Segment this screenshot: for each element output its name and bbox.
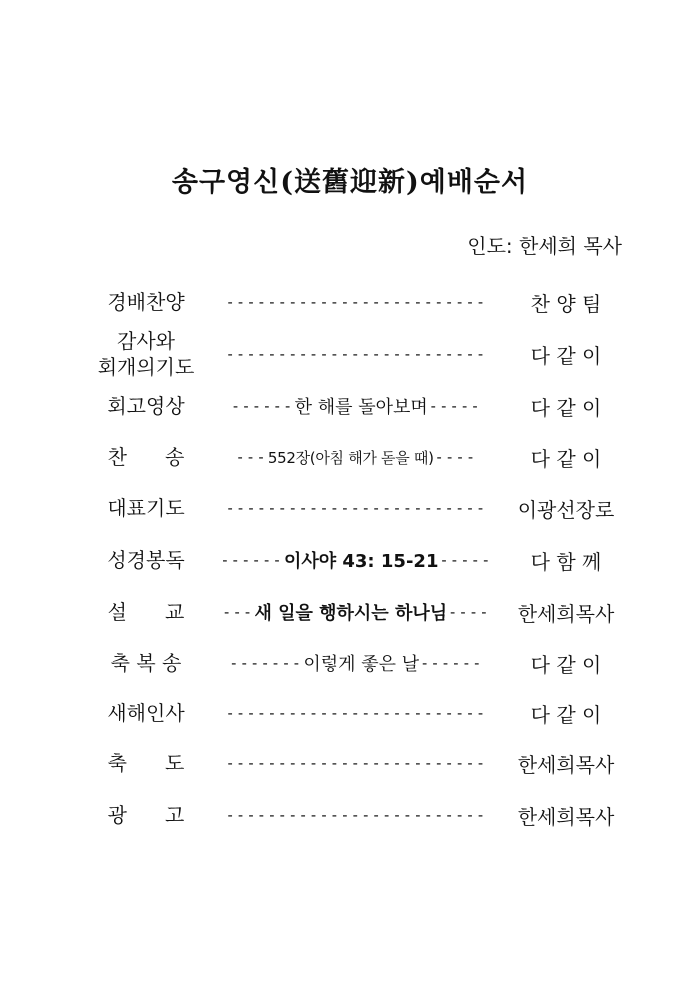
item-detail: [212, 638, 500, 688]
dash-leader: -------------------------: [225, 293, 487, 311]
item-label: 새해인사: [107, 701, 185, 725]
item-detail-text: 이사야 43: 15-21: [283, 551, 439, 572]
item-label: [80, 329, 212, 379]
item-person: 한세희목사: [517, 601, 615, 626]
dash-leader-post: ----: [448, 603, 490, 621]
dash-leader-pre: ------: [231, 397, 294, 415]
item-label: 축 도: [107, 751, 185, 775]
dash-leader-pre: ---: [222, 603, 254, 621]
item-detail: [212, 790, 500, 840]
item-person: 찬 양 팀: [530, 291, 602, 316]
item-person: 다 같 이: [530, 446, 602, 471]
leader-line: 인도: 한세희 목사: [467, 234, 622, 258]
item-detail: [212, 587, 500, 637]
item-detail: [212, 535, 500, 585]
list-item: [0, 432, 700, 482]
dash-leader-post: ------: [420, 654, 483, 672]
list-item: [0, 381, 700, 431]
item-label: 광 고: [107, 803, 185, 827]
dash-leader-post: -----: [439, 551, 492, 569]
item-detail-text: 한 해를 돌아보며: [294, 397, 428, 418]
item-person: 다 같 이: [530, 343, 602, 368]
item-label: 회고영상: [107, 394, 185, 418]
dash-leader: -------------------------: [225, 345, 487, 363]
dash-leader: -------------------------: [225, 806, 487, 824]
dash-leader: -------------------------: [225, 754, 487, 772]
dash-leader-pre: ------: [220, 551, 283, 569]
item-detail-text: 552장(아침 해가 돋을 때): [267, 448, 434, 467]
item-detail: [212, 381, 500, 431]
item-detail-text: 이렇게 좋은 날: [303, 654, 420, 675]
item-person: 다 같 이: [530, 395, 602, 420]
dash-leader: -------------------------: [225, 499, 487, 517]
item-label: 경배찬양: [107, 290, 185, 314]
item-detail: [212, 738, 500, 788]
list-item: [0, 329, 700, 379]
item-person: 한세희목사: [517, 804, 615, 829]
item-person: 다 함 께: [530, 549, 602, 574]
list-item: [0, 790, 700, 840]
item-person: 이광선장로: [517, 497, 615, 522]
list-item: [0, 483, 700, 533]
item-detail: [212, 483, 500, 533]
item-detail-text: 새 일을 행하시는 하나님: [254, 603, 448, 624]
item-label: 대표기도: [107, 496, 185, 520]
item-label-line1: 감사와: [117, 329, 175, 353]
dash-leader-post: -----: [428, 397, 481, 415]
item-detail: [212, 432, 500, 482]
item-label: 찬 송: [107, 445, 185, 469]
item-label: 축 복 송: [110, 651, 182, 675]
list-item: [0, 688, 700, 738]
dash-leader-pre: ---: [235, 448, 267, 466]
item-label: 설 교: [107, 600, 185, 624]
item-detail: [212, 277, 500, 327]
dash-leader: -------------------------: [225, 704, 487, 722]
list-item: [0, 587, 700, 637]
item-detail: [212, 329, 500, 379]
dash-leader-post: ----: [434, 448, 477, 466]
list-item: [0, 277, 700, 327]
dash-leader-pre: -------: [229, 654, 303, 672]
item-person: 한세희목사: [517, 752, 615, 777]
list-item: [0, 738, 700, 788]
item-detail: [212, 688, 500, 738]
page-title: 송구영신(送舊迎新)예배순서: [171, 167, 529, 198]
item-person: 다 같 이: [530, 702, 602, 727]
list-item: [0, 638, 700, 688]
item-person: 다 같 이: [530, 652, 602, 677]
item-label: 성경봉독: [107, 548, 185, 572]
item-label-line2: 회개의기도: [97, 355, 195, 379]
list-item: [0, 535, 700, 585]
